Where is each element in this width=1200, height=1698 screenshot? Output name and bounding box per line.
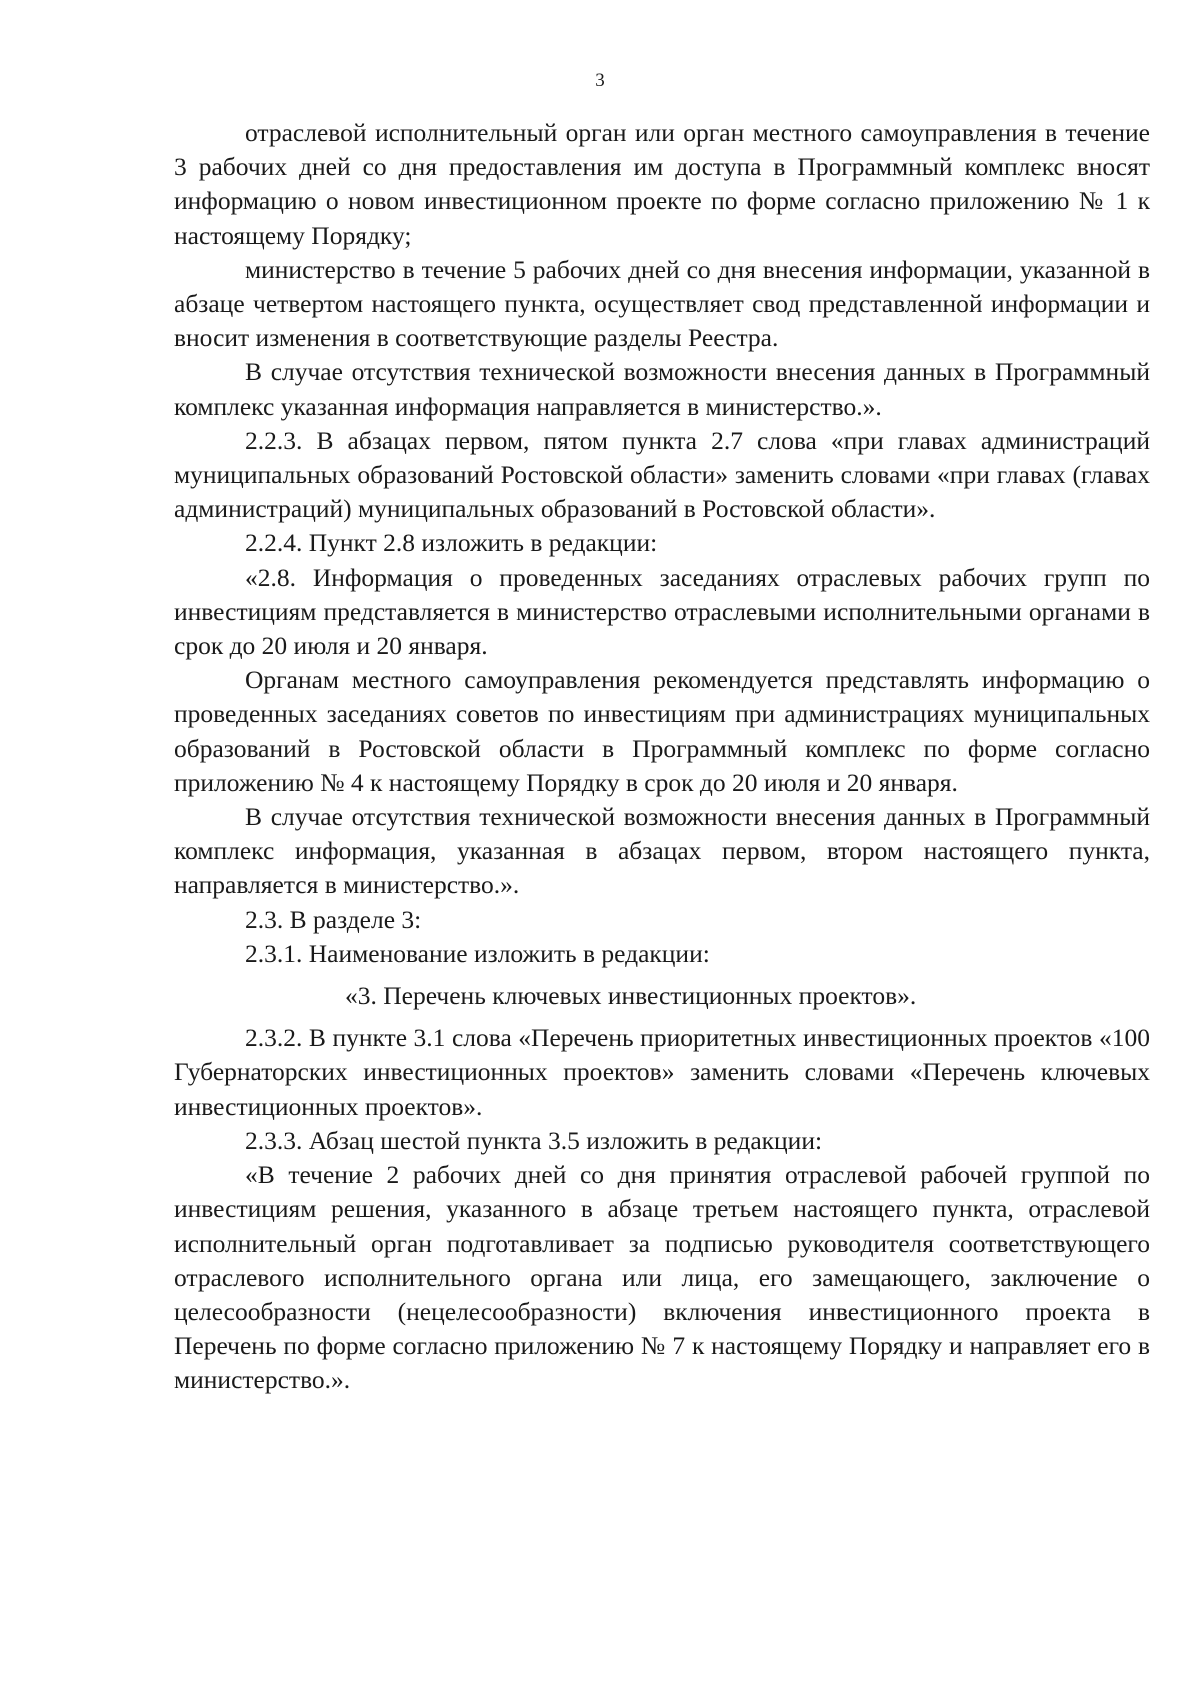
- page-number: 3: [595, 70, 605, 91]
- paragraph: 2.3. В разделе 3:: [245, 904, 422, 934]
- paragraph: министерство в течение 5 рабочих дней со дня внесения информации, указанной в абзаце четвертом настоящего пункта, осуществляет свод представленной информации и вносит изменения в соответствующие разделы Реестра.: [174, 254, 1150, 353]
- paragraph: В случае отсутствия технической возможности внесения данных в Программный комплекс информация, указанная в абзацах первом, втором настоящего пункта, направляется в министерство.».: [174, 802, 1150, 900]
- section-heading: «3. Перечень ключевых инвестиционных проектов».: [345, 981, 917, 1011]
- paragraph: «2.8. Информация о проведенных заседаниях отраслевых рабочих групп по инвестициям представляется в министерство отраслевыми исполнительными органами в срок до 20 июля и 20 января.: [174, 562, 1150, 661]
- paragraph: Органам местного самоуправления рекомендуется представлять информацию о проведенных заседаниях советов по инвестициям при администрациях муниципальных образований в Ростовской области в Программный комплекс по форме согласно приложению № 4 к настоящему Порядку в срок до 20 июля и 20 января.: [174, 665, 1150, 797]
- paragraph: 2.3.3. Абзац шестой пункта 3.5 изложить в редакции:: [245, 1125, 823, 1155]
- paragraph-continuation: отраслевой исполнительный орган или орган местного самоуправления в течение 3 рабочих дней со дня предоставления им доступа в Программный комплекс вносят информацию о новом инвестиционном проекте по форме согласно приложению № 1 к настоящему Порядку;: [174, 118, 1150, 250]
- paragraph: «В течение 2 рабочих дней со дня принятия отраслевой рабочей группой по инвестициям решения, указанного в абзаце третьем настоящего пункта, отраслевой исполнительный орган подготавливает за подписью руководителя соответствующего отраслевого исполнительного органа или лица, его замещающего, заключение о целесообразности (нецелесообразности) включения инвестиционного проекта в Перечень по форме согласно приложению № 7 к настоящему Порядку и направляет его в министерство.».: [174, 1160, 1150, 1395]
- paragraph: 2.2.3. В абзацах первом, пятом пункта 2.7 слова «при главах администраций муниципальных образований Ростовской области» заменить словами «при главах (главах администраций) муниципальных образований в Ростовской области».: [174, 425, 1150, 524]
- paragraph: 2.2.4. Пункт 2.8 изложить в редакции:: [245, 528, 658, 558]
- paragraph: В случае отсутствия технической возможности внесения данных в Программный комплекс указанная информация направляется в министерство.».: [174, 357, 1150, 421]
- document-body: [174, 116, 1150, 1398]
- paragraph: 2.3.2. В пункте 3.1 слова «Перечень приоритетных инвестиционных проектов «100 Губернаторских инвестиционных проектов» заменить словами «Перечень ключевых инвестиционных проектов».: [174, 1023, 1150, 1121]
- paragraph: 2.3.1. Наименование изложить в редакции:: [245, 938, 710, 968]
